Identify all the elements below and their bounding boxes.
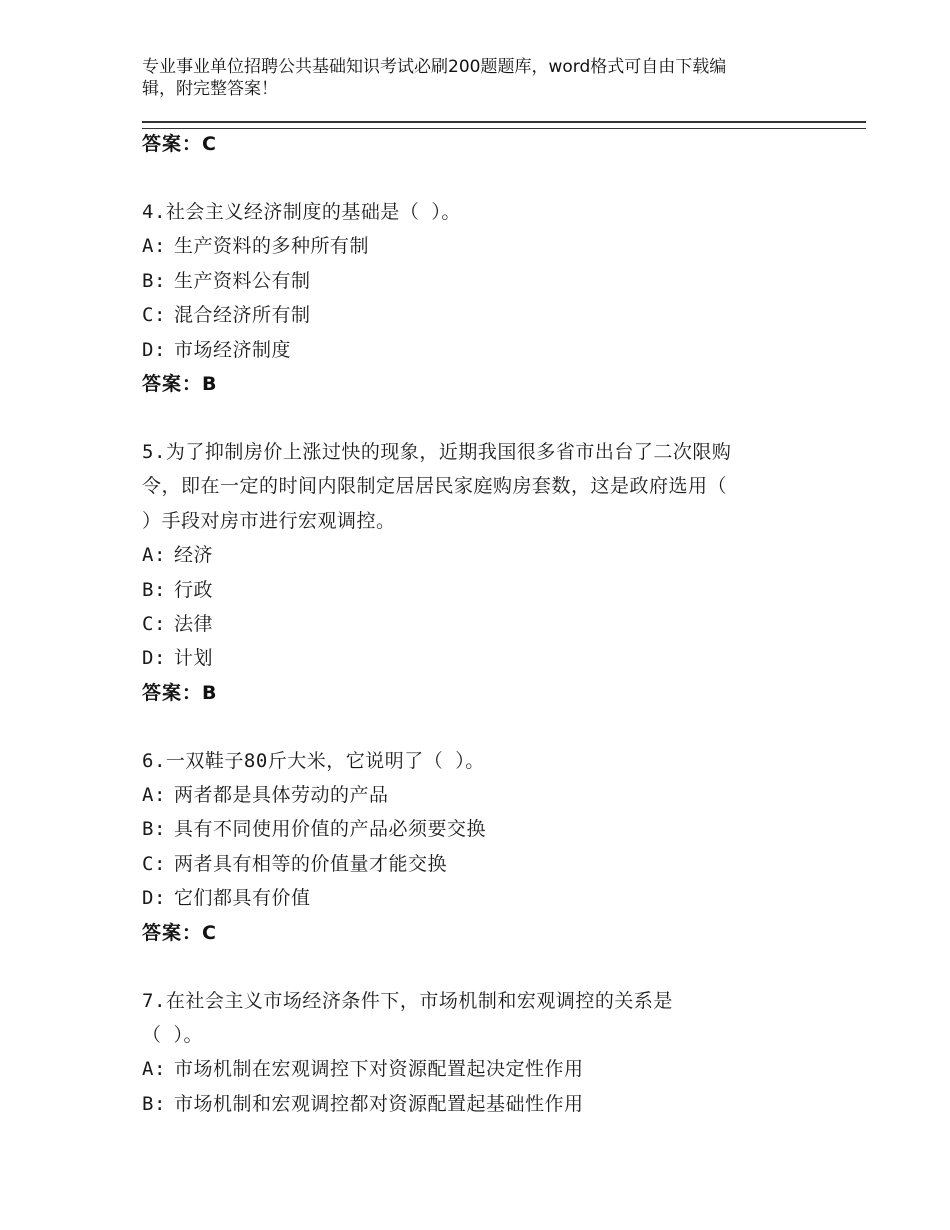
answer-label: 答案： bbox=[142, 921, 203, 944]
answer-line bbox=[142, 916, 862, 950]
option-letter: D: bbox=[142, 338, 166, 361]
option-letter: C: bbox=[142, 304, 166, 327]
option-text: 市场机制在宏观调控下对资源配置起决定性作用 bbox=[174, 1058, 584, 1081]
header-title-line-1: 专业事业单位招聘公共基础知识考试必刷200题题库，word格式可自由下载编 bbox=[142, 57, 727, 77]
option-letter: A: bbox=[142, 544, 166, 567]
option-item bbox=[142, 538, 862, 572]
question-list bbox=[142, 127, 862, 1121]
option-text: 市场经济制度 bbox=[174, 338, 292, 361]
question-stem-line: 4.社会主义经济制度的基础是（ ）。 bbox=[142, 201, 461, 223]
option-letter: A: bbox=[142, 235, 166, 258]
option-letter: D: bbox=[142, 647, 166, 670]
option-text: 两者具有相等的价值量才能交换 bbox=[174, 852, 448, 875]
answer-line bbox=[142, 676, 862, 710]
option-letter: B: bbox=[142, 269, 166, 292]
option-text: 法律 bbox=[174, 612, 214, 635]
question-stem-line: （ ）。 bbox=[142, 1024, 203, 1047]
option-letter: A: bbox=[142, 1058, 166, 1081]
option-letter: B: bbox=[142, 1092, 166, 1115]
option-item bbox=[142, 778, 862, 812]
answer-value: B bbox=[202, 681, 217, 704]
question-gap bbox=[142, 710, 862, 744]
option-text: 市场机制和宏观调控都对资源配置起基础性作用 bbox=[174, 1092, 584, 1115]
option-letter: B: bbox=[142, 818, 166, 841]
question-gap bbox=[142, 950, 862, 984]
answer-label: 答案： bbox=[142, 372, 203, 395]
option-item bbox=[142, 847, 862, 881]
answer-line bbox=[142, 367, 862, 401]
question-block bbox=[142, 195, 862, 401]
option-item bbox=[142, 1087, 862, 1121]
option-letter: B: bbox=[142, 578, 166, 601]
option-text: 经济 bbox=[174, 544, 214, 567]
option-letter: C: bbox=[142, 852, 166, 875]
answer-value: C bbox=[202, 921, 216, 944]
option-letter: D: bbox=[142, 887, 166, 910]
option-text: 两者都是具体劳动的产品 bbox=[174, 784, 389, 807]
option-text: 生产资料公有制 bbox=[174, 269, 311, 292]
option-item bbox=[142, 298, 862, 332]
option-item bbox=[142, 1052, 862, 1086]
question-block bbox=[142, 984, 862, 1122]
answer-label: 答案： bbox=[142, 681, 203, 704]
question-block bbox=[142, 435, 862, 710]
option-text: 具有不同使用价值的产品必须要交换 bbox=[174, 818, 487, 841]
option-item bbox=[142, 573, 862, 607]
question-gap bbox=[142, 161, 862, 195]
option-text: 它们都具有价值 bbox=[174, 887, 311, 910]
option-item bbox=[142, 333, 862, 367]
option-item bbox=[142, 607, 862, 641]
option-letter: A: bbox=[142, 784, 166, 807]
question-stem-line: 令，即在一定的时间内限制定居居民家庭购房套数，这是政府选用（ bbox=[142, 475, 728, 498]
answer-value: B bbox=[202, 372, 217, 395]
question-stem-line: 6.一双鞋子80斤大米，它说明了（ ）。 bbox=[142, 749, 485, 772]
answer-value: C bbox=[202, 133, 216, 155]
option-item bbox=[142, 881, 862, 915]
option-text: 行政 bbox=[174, 578, 214, 601]
answer-line bbox=[142, 127, 862, 161]
question-stem-line: ）手段对房市进行宏观调控。 bbox=[142, 509, 396, 532]
question-stem-line: 7.在社会主义市场经济条件下，市场机制和宏观调控的关系是 bbox=[142, 989, 673, 1012]
document-header bbox=[142, 56, 802, 100]
option-item bbox=[142, 812, 862, 846]
option-text: 混合经济所有制 bbox=[174, 304, 311, 327]
option-item bbox=[142, 229, 862, 263]
question-gap bbox=[142, 401, 862, 435]
option-text: 计划 bbox=[174, 647, 214, 670]
option-item bbox=[142, 264, 862, 298]
option-letter: C: bbox=[142, 612, 166, 635]
question-stem-line: 5.为了抑制房价上涨过快的现象，近期我国很多省市出台了二次限购 bbox=[142, 440, 732, 463]
question-block bbox=[142, 744, 862, 950]
answer-label: 答案： bbox=[142, 133, 203, 155]
header-title-line-2: 辑，附完整答案！ bbox=[142, 79, 278, 99]
option-item bbox=[142, 641, 862, 675]
option-text: 生产资料的多种所有制 bbox=[174, 235, 370, 258]
